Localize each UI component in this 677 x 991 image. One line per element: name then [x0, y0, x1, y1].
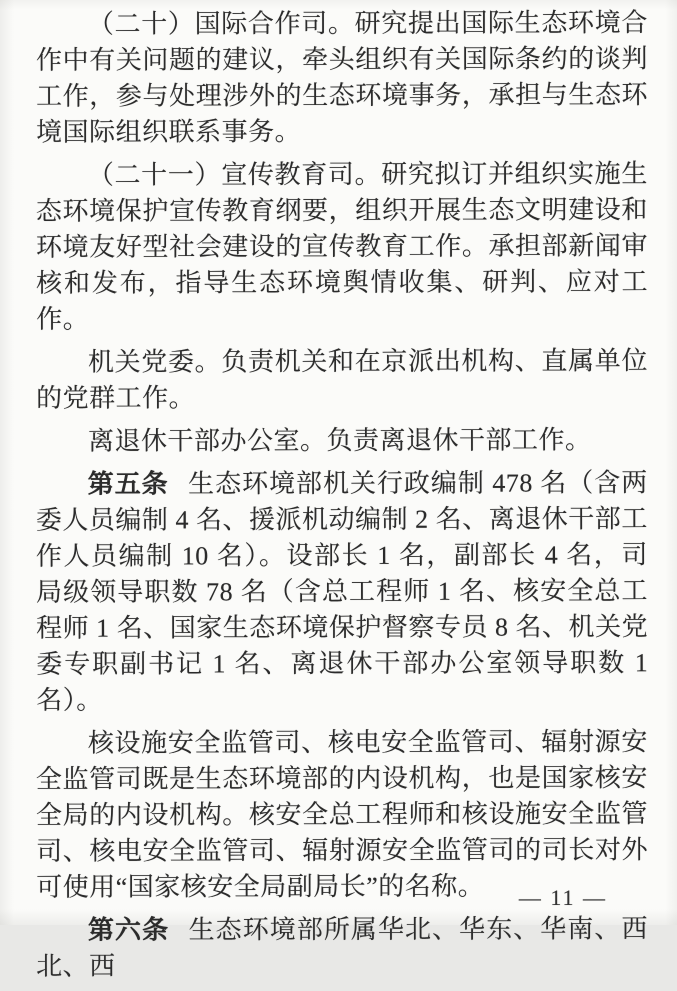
paragraph-article-6 [36, 911, 648, 985]
paragraph-publicity-education [36, 156, 648, 338]
paragraph-text: 离退休干部办公室。负责离退休干部工作。 [88, 425, 592, 455]
page-number: — 11 — [519, 885, 607, 911]
paragraph-text: （二十一）宣传教育司。研究拟订并组织实施生态环境保护宣传教育纲要，组织开展生态文明建设和环境友好型社会建设的宣传教育工作。承担部新闻审核和发布，指导生态环境舆情收集、研判、应对工作。 [36, 159, 648, 334]
paragraph-nuclear-safety [36, 724, 648, 906]
paragraph-text: 核设施安全监管司、核电安全监管司、辐射源安全监管司既是生态环境部的内设机构，也是国家核安全局的内设机构。核安全总工程师和核设施安全监管司、核电安全监管司、辐射源安全监管司的司长对外可使用“国家核安全局副局长”的名称。 [36, 727, 648, 902]
paragraph-text: （二十）国际合作司。研究提出国际生态环境合作中有关问题的建议，牵头组织有关国际条约的谈判工作，参与处理涉外的生态环境事务，承担与生态环境国际组织联系事务。 [36, 8, 648, 147]
paragraph-international-cooperation [36, 5, 648, 151]
paragraph-text: 生态环境部所属华北、华东、华南、西北、西 [36, 914, 648, 981]
paragraph-article-5 [36, 465, 649, 719]
paragraph-text: 机关党委。负责机关和在京派出机构、直属单位的党群工作。 [36, 346, 648, 413]
article-5-label: 第五条 [88, 469, 169, 498]
article-6-label: 第六条 [88, 915, 169, 944]
document-text-body [36, 6, 648, 991]
paragraph-retired-cadres-office [36, 422, 648, 460]
paragraph-party-committee [36, 343, 648, 417]
paragraph-text: 生态环境部机关行政编制 478 名（含两委人员编制 4 名、援派机动编制 2 名、离退休干部工作人员编制 10 名）。设部长 1 名，副部长 4 名，司局级领导职数 78 名（含总工程师 1 名、核安全总工程师 1 名、国家生态环境保护督察专员 8 名、机关党委专职副书记 1 名、离退休干部办公室领导职数 1 名）。 [36, 468, 648, 715]
